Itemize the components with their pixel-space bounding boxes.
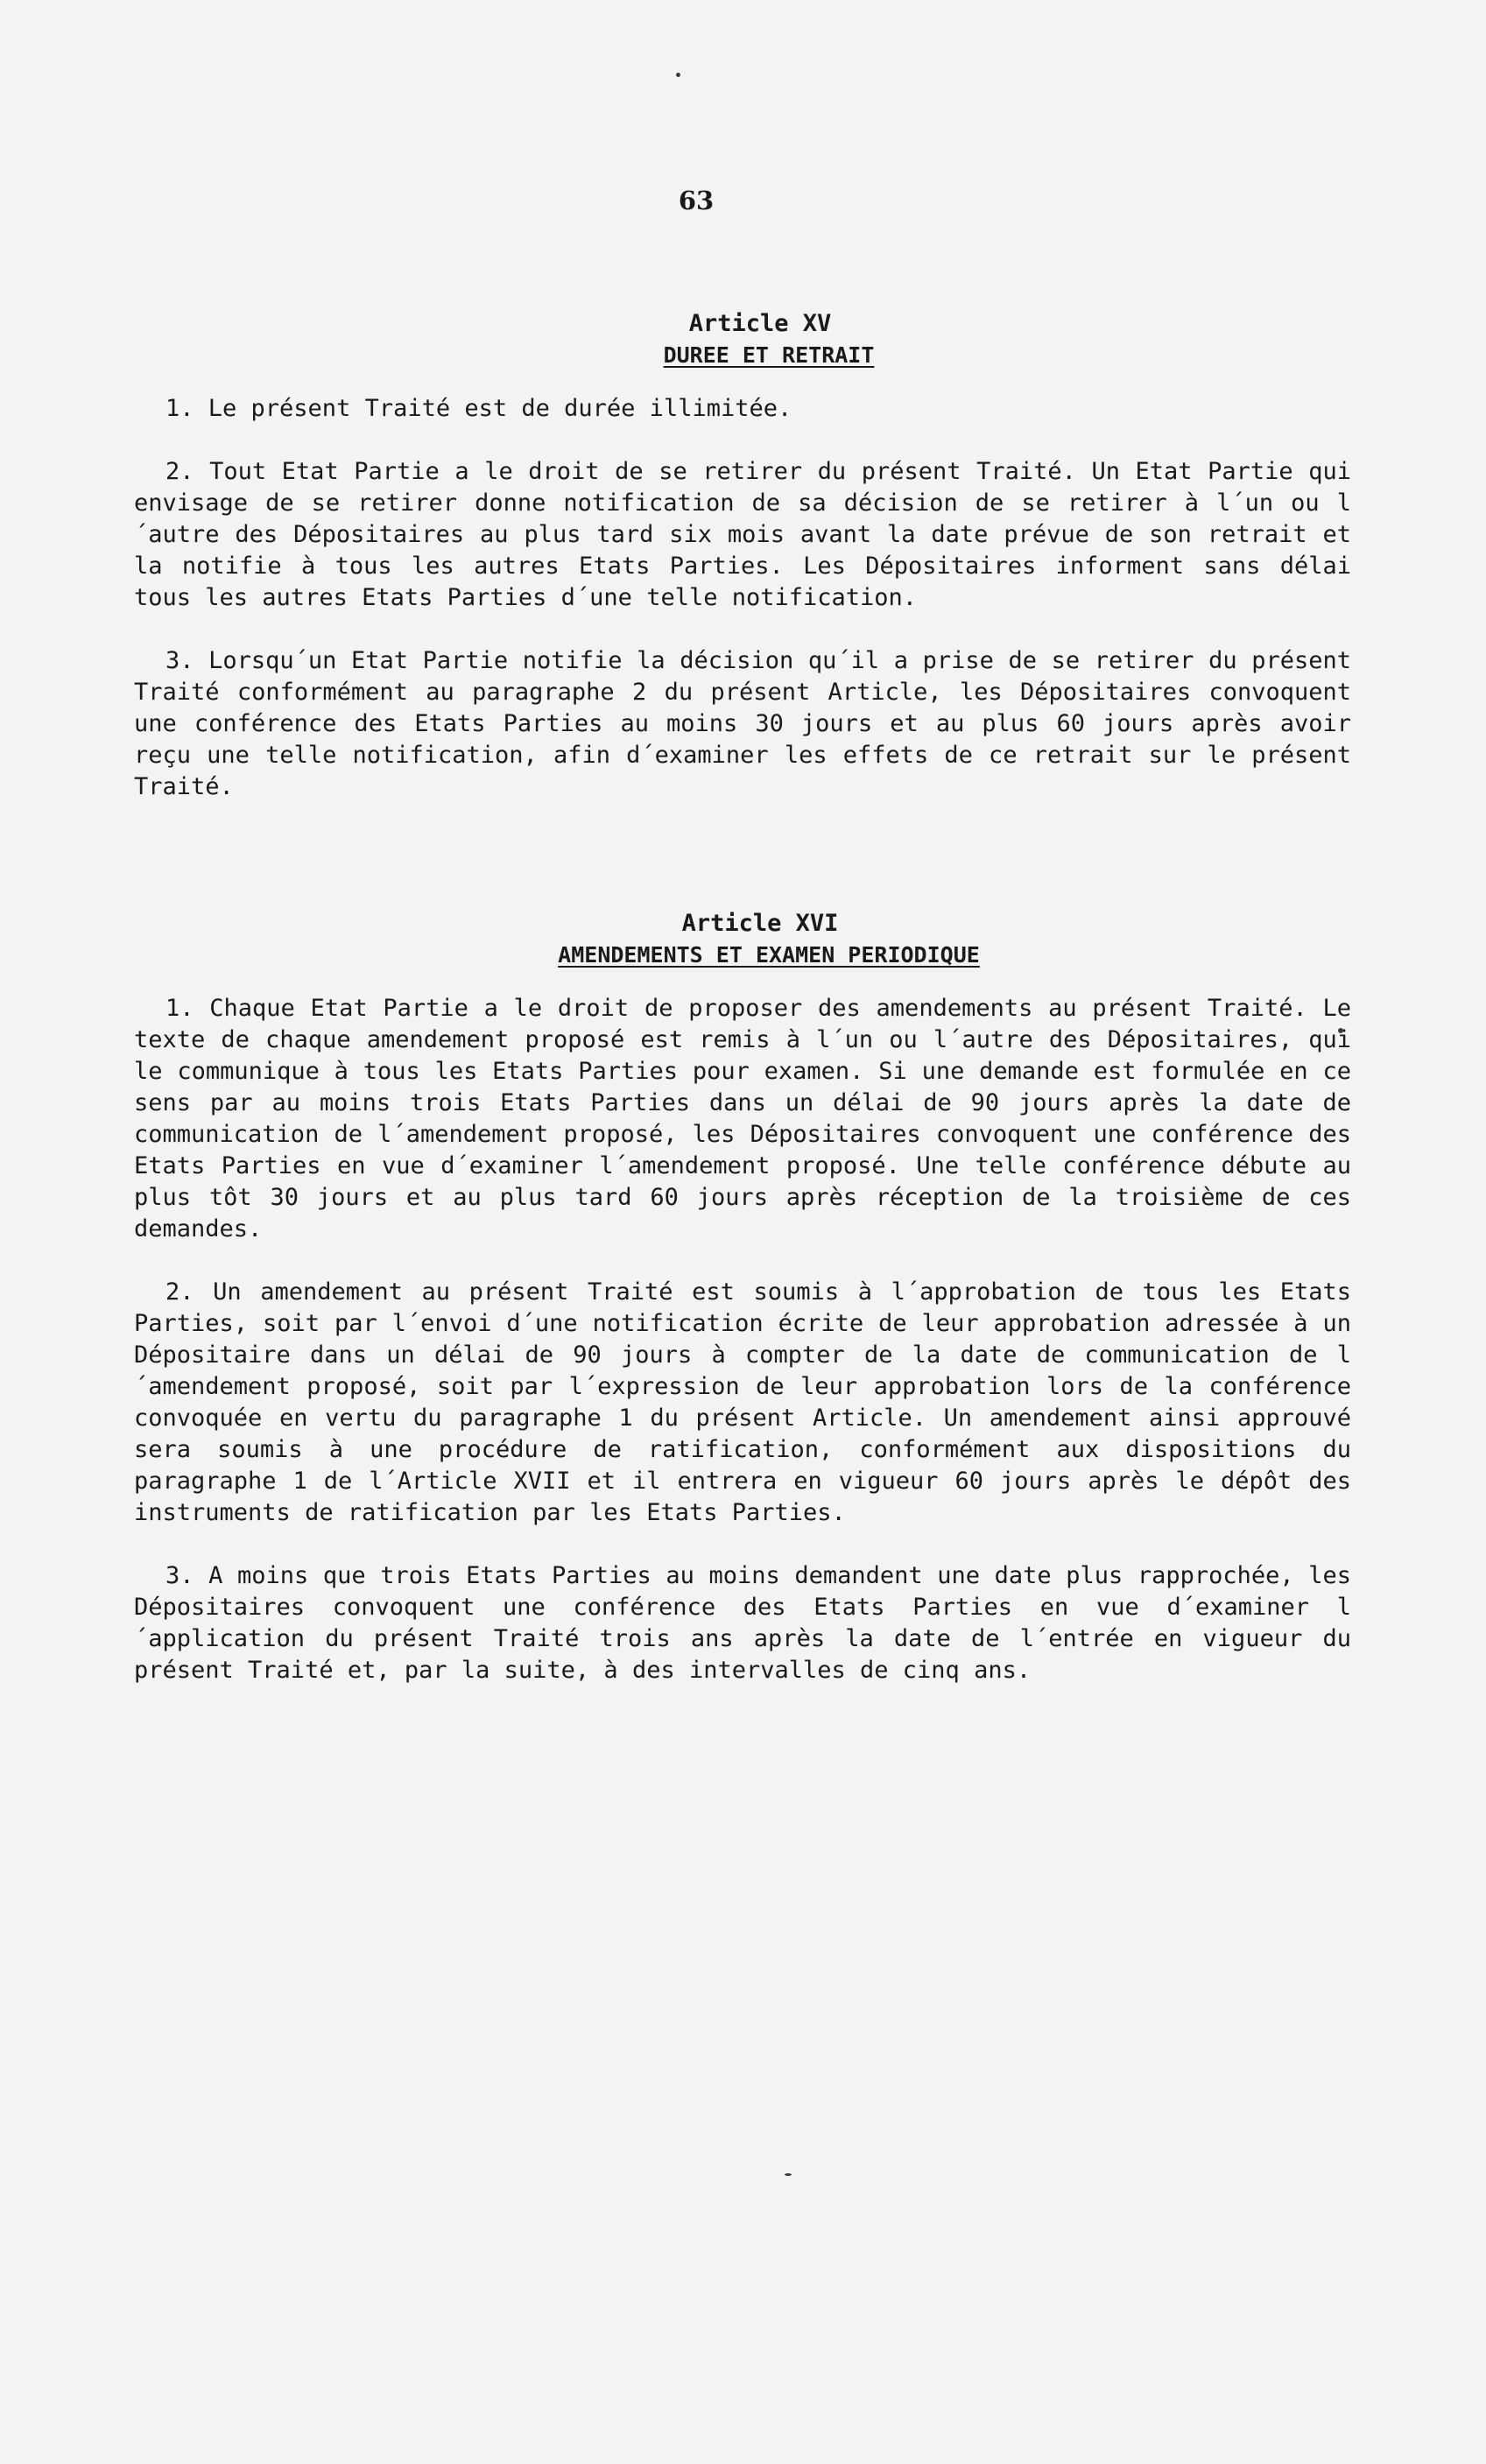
article-title: Article XVI [681, 910, 839, 937]
paragraph: 1. Le présent Traité est de durée illimitée. [166, 395, 792, 422]
paragraph: 2. Un amendement au présent Traité est soumis à l´approbation de tous les Etats Parties, soit par l´envoi d´une notification écrite de leur approbation adressée à un Dépositaire dans un délai de 90 jours à compter de la date de communication de l´amendement proposé, soit par l´expression de leur approbation lors de la conférence convoquée en vertu du paragraphe 1 du présent Article. Un amendement ainsi approuvé sera soumis à une procédure de ratification, conformément aux dispositions du paragraphe 1 de l´Article XVII et il entrera en vigueur 60 jours après le dépôt des instruments de ratification par les Etats Parties. [134, 1278, 1351, 1526]
paragraph: 2. Tout Etat Partie a le droit de se retirer du présent Traité. Un Etat Partie qui envisage de se retirer donne notification de sa décision de se retirer à l´un ou l´autre des Dépositaires au plus tard six mois avant la date prévue de son retrait et la notifie à tous les autres Etats Parties. Les Dépositaires informent sans délai tous les autres Etats Parties d´une telle notification. [134, 458, 1351, 611]
paragraph: 1. Chaque Etat Partie a le droit de proposer des amendements au présent Traité. Le texte de chaque amendement proposé est remis à l´un ou l´autre des Dépositaires, qui le communique à tous les Etats Parties pour examen. Si une demande est formulée en ce sens par au moins trois Etats Parties dans un délai de 90 jours après la date de communication de l´amendement proposé, les Dépositaires convoquent une conférence des Etats Parties en vue d´examiner l´amendement proposé. Une telle conférence débute au plus tôt 30 jours et au plus tard 60 jours après réception de la troisième de ces demandes. [134, 995, 1351, 1243]
paragraph: 3. A moins que trois Etats Parties au moins demandent une date plus rapprochée, les Dépositaires convoquent une conférence des Etats Parties en vue d´examiner l´application du présent Traité trois ans après la date de l´entrée en vigueur du présent Traité et, par la suite, à des intervalles de cinq ans. [134, 1562, 1351, 1684]
article-heading: AMENDEMENTS ET EXAMEN PERIODIQUE [558, 942, 980, 968]
scan-speck [785, 2173, 792, 2176]
document-body [134, 308, 1351, 1718]
paragraph: 3. Lorsqu´un Etat Partie notifie la décision qu´il a prise de se retirer du présent Traité conformément au paragraphe 2 du présent Article, les Dépositaires convoquent une conférence des Etats Parties au moins 30 jours et au plus 60 jours après avoir reçu une telle notification, afin d´examiner les effets de ce retrait sur le présent Traité. [134, 647, 1351, 800]
article-xvi [134, 908, 1351, 1686]
page-number: 63 [678, 186, 715, 215]
article-xv [134, 308, 1351, 803]
article-heading: DUREE ET RETRAIT [663, 342, 875, 368]
scan-speck [676, 73, 680, 77]
article-title: Article XV [688, 310, 832, 337]
